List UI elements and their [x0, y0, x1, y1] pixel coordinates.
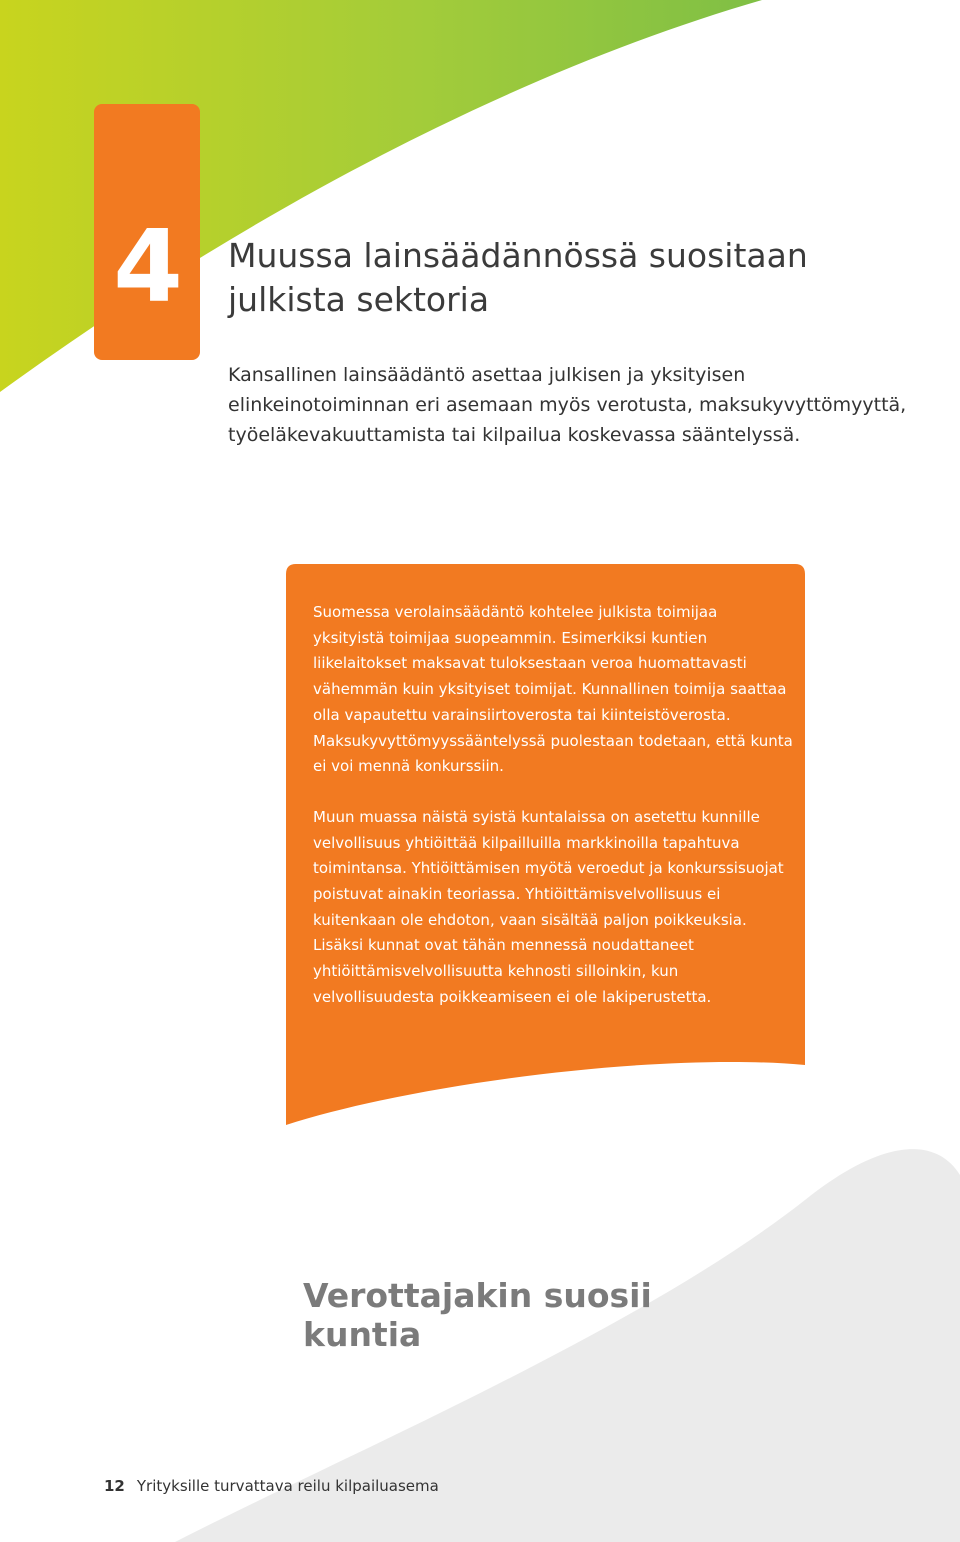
page-title: Muussa lainsäädännössä suositaan julkista sektoria: [228, 236, 808, 319]
info-box-paragraph: Muun muassa näistä syistä kuntalaissa on asetettu kunnille velvollisuus yhtiöittää kilpailluilla markkinoilla tapahtuva toimintansa. Yhtiöittämisen myötä veroedut ja konkurssisuojat poistuvat ainakin teoriassa. Yhtiöittämisvelvollisuus ei kuitenkaan ole ehdoton, vaan sisältää paljon poikkeuksia. Lisäksi kunnat ovat tähän mennessä noudattaneet yhtiöittämisvelvollisuutta kehnosti silloinkin, kun velvollisuudesta poikkeamiseen ei ole lakiperustetta.: [313, 807, 784, 1006]
intro-paragraph: Kansallinen lainsäädäntö asettaa julkisen ja yksityisen elinkeinotoiminnan eri asemaan myös verotusta, maksukyvyttömyyttä, työeläkevakuuttamista tai kilpailua koskevassa sääntelyssä.: [228, 364, 907, 446]
page-footer: [104, 1476, 439, 1496]
pull-quote: Verottajakin suosii kuntia: [303, 1276, 652, 1354]
page-number: 12: [104, 1477, 125, 1495]
publication-title: Yrityksille turvattava reilu kilpailuasema: [136, 1477, 439, 1495]
info-box: [313, 600, 793, 1036]
chapter-number: 4: [113, 208, 181, 325]
info-box-paragraph: Suomessa verolainsäädäntö kohtelee julkista toimijaa yksityistä toimijaa suopeammin. Esimerkiksi kuntien liikelaitokset maksavat tuloksestaan veroa huomattavasti vähemmän kuin yksityiset toimijat. Kunnallinen toimija saattaa olla vapautettu varainsiirtoverosta tai kiinteistöverosta. Maksukyvyttömyyssääntelyssä puolestaan todetaan, että kunta ei voi mennä konkurssiin.: [313, 603, 793, 776]
